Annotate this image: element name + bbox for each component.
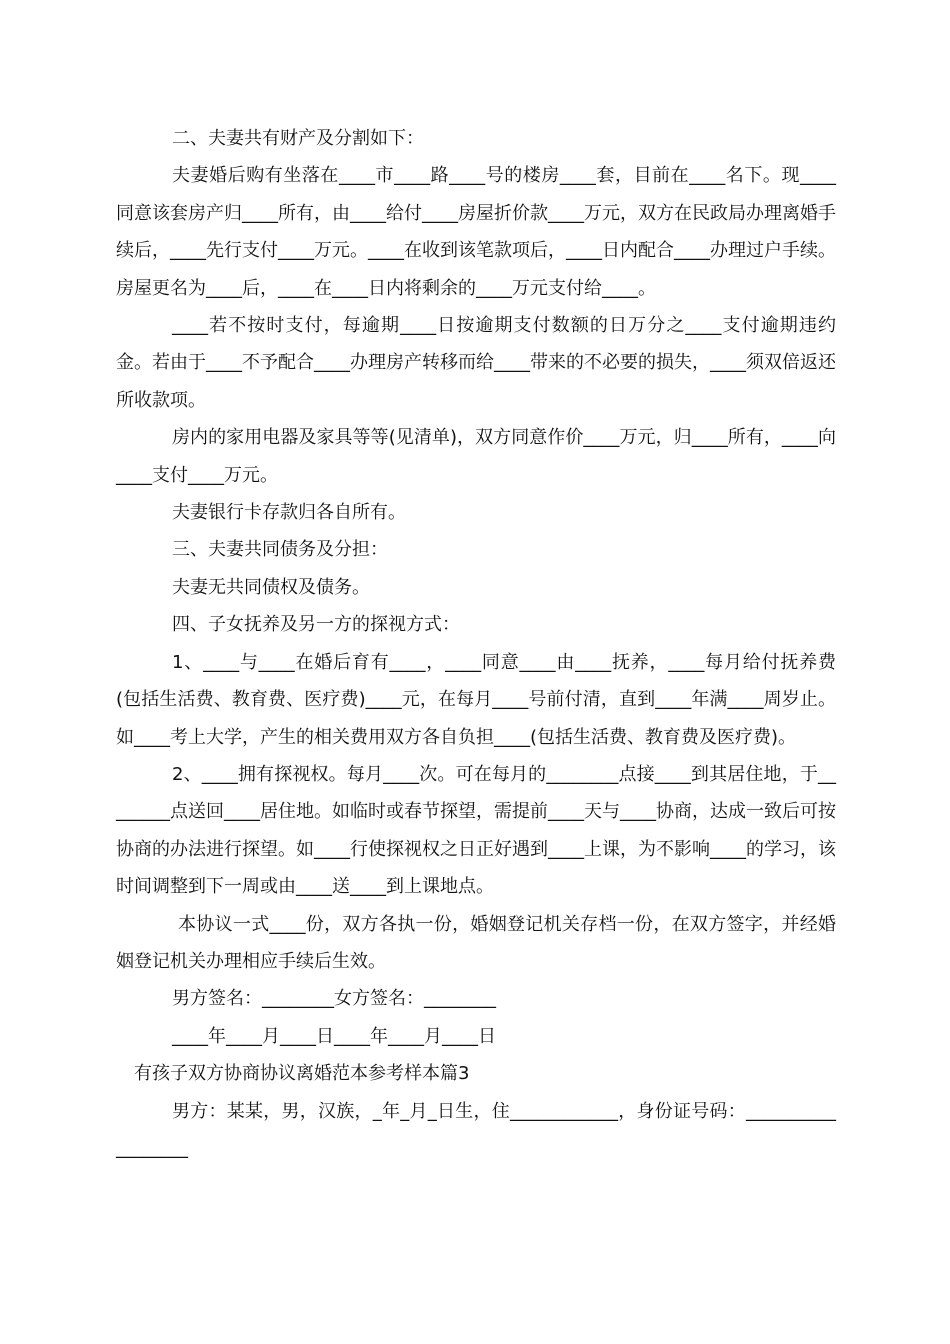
bank-paragraph: 夫妻银行卡存款归各自所有。 [172,502,406,524]
signature-line: 男方签名：________女方签名：________ [172,988,496,1010]
section-2-heading: 二、夫妻共有财产及分割如下： [172,128,424,149]
debt-paragraph: 夫妻无共同债权及债务。 [172,576,370,598]
appliances-paragraph: 房内的家用电器及家具等等(见清单)，双方同意作价____万元，归____所有，____向____支付____万元。 [116,427,836,486]
section-4-heading: 四、子女抚养及另一方的探视方式： [172,614,460,636]
house-paragraph: 夫妻婚后购有坐落在____市____路____号的楼房____套，目前在____名下。现____同意该套房产归____所有，由____给付____房屋折价款____万元，双方在民政局办理离婚手续后，____先行支付____万元。____在收到该笔款项后，____日内配合____办理过户手续。房屋更名为____后，____在____日内将剩余的____万元支付给____。 [116,165,836,299]
husband-info-paragraph: 男方：某某，男，汉族，_年_月_日生，住____________，身份证号码：__________________ [116,1100,836,1159]
custody-paragraph: 1、____与____在婚后育有____，____同意____由____抚养，____每月给付抚养费(包括生活费、教育费、医疗费)____元，在每月____号前付清，直到____年满____周岁止。如____考上大学，产生的相关费用双方各自负担____(包括生活费、教育费及医疗费)。 [116,651,836,748]
copies-paragraph: 本协议一式____份，双方各执一份，婚姻登记机关存档一份，在双方签字，并经婚姻登记机关办理相应手续后生效。 [116,913,836,972]
section-3-heading: 三、夫妻共同债务及分担： [172,539,388,561]
next-section-title: 有孩子双方协商协议离婚范本参考样本篇3 [134,1063,470,1085]
penalty-paragraph: ____若不按时支付，每逾期____日按逾期支付数额的日万分之____支付逾期违约金。若由于____不予配合____办理房产转移而给____带来的不必要的损失，____须双倍返还所收款项。 [116,315,836,411]
date-line: ____年____月____日____年____月____日 [172,1025,496,1047]
visitation-paragraph: 2、____拥有探视权。每月____次。可在每月的________点接____到其居住地，于________点送回____居住地。如临时或春节探望，需提前____天与____协商，达成一致后可按协商的办法进行探望。如____行使探视权之日正好遇到____上课，为不影响____的学习，该时间调整到下一周或由____送____到上课地点。 [116,763,836,898]
document-body [116,120,836,1167]
